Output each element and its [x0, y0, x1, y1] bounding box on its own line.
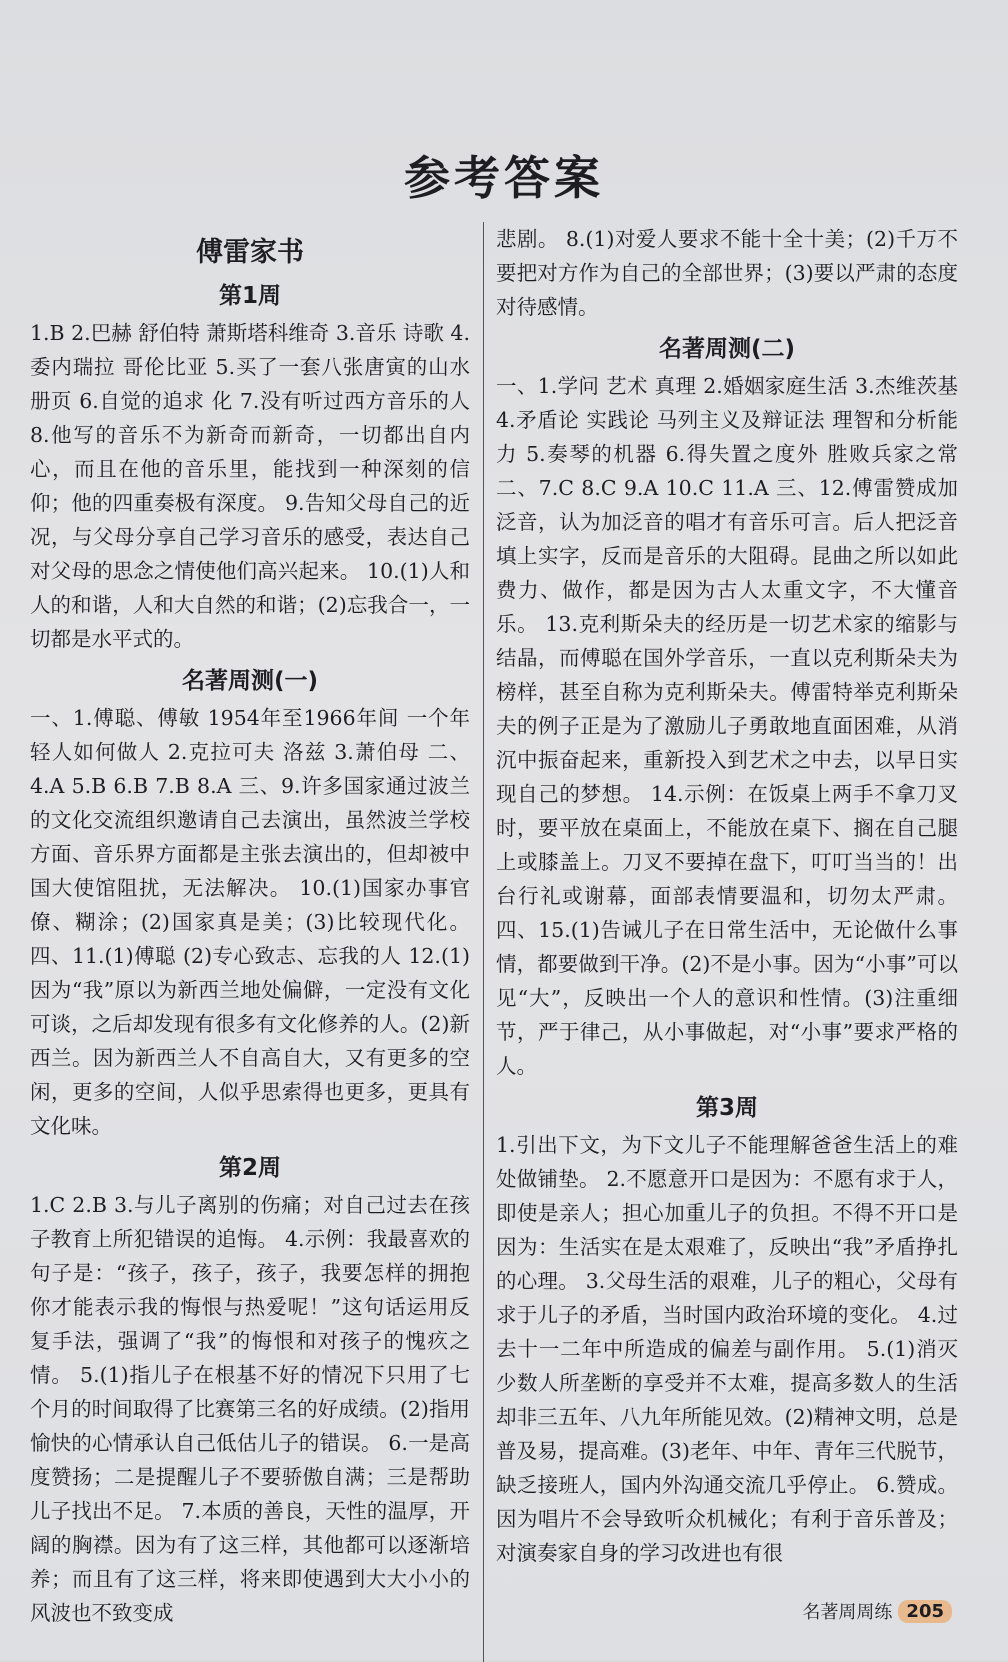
week1-answers: 1.B 2.巴赫 舒伯特 萧斯塔科维奇 3.音乐 诗歌 4.委内瑞拉 哥伦比亚 5.买了一套八张唐寅的山水册页 6.自觉的追求 化 7.没有听过西方音乐的人 8.他写的音乐不为新奇而新奇，一切都出自内心，而且在他的音乐里，能找到一种深刻的信仰；他的四重奏极有深度。 9.告知父母自己的近况，与父母分享自己学习音乐的感受，表达自己对父母的思念之情使他们高兴起来。 10.(1)人和人的和谐，人和大自然的和谐；(2)忘我合一，一切都是水平式的。 — [30, 321, 470, 651]
right-column — [496, 222, 958, 1570]
book-title: 傅雷家书 — [196, 237, 304, 268]
left-column — [30, 222, 470, 1630]
section-title-test2: 名著周测(二) — [658, 336, 796, 362]
week2-answers: 1.C 2.B 3.与儿子离别的伤痛；对自己过去在孩子教育上所犯错误的追悔。 4.示例：我最喜欢的句子是：“孩子，孩子，孩子，我要怎样的拥抱你才能表示我的悔恨与热爱呢！”这句话运用反复手法，强调了“我”的悔恨和对孩子的愧疚之情。 5.(1)指儿子在根基不好的情况下只用了七个月的时间取得了比赛第三名的好成绩。(2)指用愉快的心情承认自己低估儿子的错误。 6.一是高度赞扬；二是提醒儿子不要骄傲自满；三是帮助儿子找出不足。 7.本质的善良，天性的温厚，开阔的胸襟。因为有了这三样，其他都可以逐渐培养；而且有了这三样，将来即使遇到大大小小的风波也不致变成 — [30, 1193, 470, 1625]
page-title: 参考答案 — [404, 151, 604, 205]
section-title-week3: 第3周 — [695, 1095, 758, 1121]
continued-answers: 悲剧。 8.(1)对爱人要求不能十全十美；(2)千万不要把对方作为自己的全部世界；(3)要以严肃的态度对待感情。 — [496, 227, 958, 319]
column-divider — [483, 222, 484, 1662]
test1-answers: 一、1.傅聪、傅敏 1954年至1966年间 一个年轻人如何做人 2.克拉可夫 洛兹 3.萧伯母 二、4.A 5.B 6.B 7.B 8.A 三、9.许多国家通过波兰的文化交流组织邀请自己去演出，虽然波兰学校方面、音乐界方面都是主张去演出的，但却被中国大使馆阻扰，无法解决。 10.(1)国家办事官僚、糊涂；(2)国家真是美；(3)比较现代化。 四、11.(1)傅聪 (2)专心致志、忘我的人 12.(1)因为“我”原以为新西兰地处偏僻，一定没有文化可谈，之后却发现有很多有文化修养的人。(2)新西兰。因为新西兰人不自高自大，又有更多的空闲，更多的空间，人似乎思索得也更多，更具有文化味。 — [30, 706, 470, 1138]
section-title-test1: 名著周测(一) — [181, 668, 319, 694]
test2-answers: 一、1.学问 艺术 真理 2.婚姻家庭生活 3.杰维茨基 4.矛盾论 实践论 马列主义及辩证法 理智和分析能力 5.奏琴的机器 6.得失置之度外 胜败兵家之常 二、7.C 8.C 9.A 10.C 11.A 三、12.傅雷赞成加泛音，认为加泛音的唱才有音乐可言。后人把泛音填上实字，反而是音乐的大阻碍。昆曲之所以如此费力、做作，都是因为古人太重文字，不大懂音乐。 13.克利斯朵夫的经历是一切艺术家的缩影与结晶，而傅聪在国外学音乐，一直以克利斯朵夫为榜样，甚至自称为克利斯朵夫。傅雷特举克利斯朵夫的例子正是为了激励儿子勇敢地直面困难，从消沉中振奋起来，重新投入到艺术之中去，以早日实现自己的梦想。 14.示例：在饭桌上两手不拿刀叉时，要平放在桌面上，不能放在桌下、搁在自己腿上或膝盖上。刀叉不要掉在盘下，叮叮当当的！出台行礼或谢幕，面部表情要温和，切勿太严肃。 四、15.(1)告诫儿子在日常生活中，无论做什么事情，都要做到干净。(2)不是小事。因为“小事”可以见“大”，反映出一个人的意识和性情。(3)注重细节，严于律己，从小事做起，对“小事”要求严格的人。 — [496, 374, 958, 1078]
section-title-week2: 第2周 — [218, 1155, 281, 1181]
page-number: 205 — [898, 1600, 952, 1623]
page-footer — [802, 1598, 952, 1624]
week3-answers: 1.引出下文，为下文儿子不能理解爸爸生活上的难处做铺垫。 2.不愿意开口是因为：不愿有求于人，即使是亲人；担心加重儿子的负担。不得不开口是因为：生活实在是太艰难了，反映出“我”矛盾挣扎的心理。 3.父母生活的艰难，儿子的粗心，父母有求于儿子的矛盾，当时国内政治环境的变化。 4.过去十一二年中所造成的偏差与副作用。 5.(1)消灭少数人所垄断的享受并不太难，提高多数人的生活却非三五年、八九年所能见效。(2)精神文明，总是普及易，提高难。(3)老年、中年、青年三代脱节，缺乏接班人，国内外沟通交流几乎停止。 6.赞成。因为唱片不会导致听众机械化；有利于音乐普及；对演奏家自身的学习改进也有很 — [496, 1133, 958, 1565]
footer-label: 名著周周练 — [802, 1602, 893, 1623]
section-title-week1: 第1周 — [218, 283, 281, 309]
